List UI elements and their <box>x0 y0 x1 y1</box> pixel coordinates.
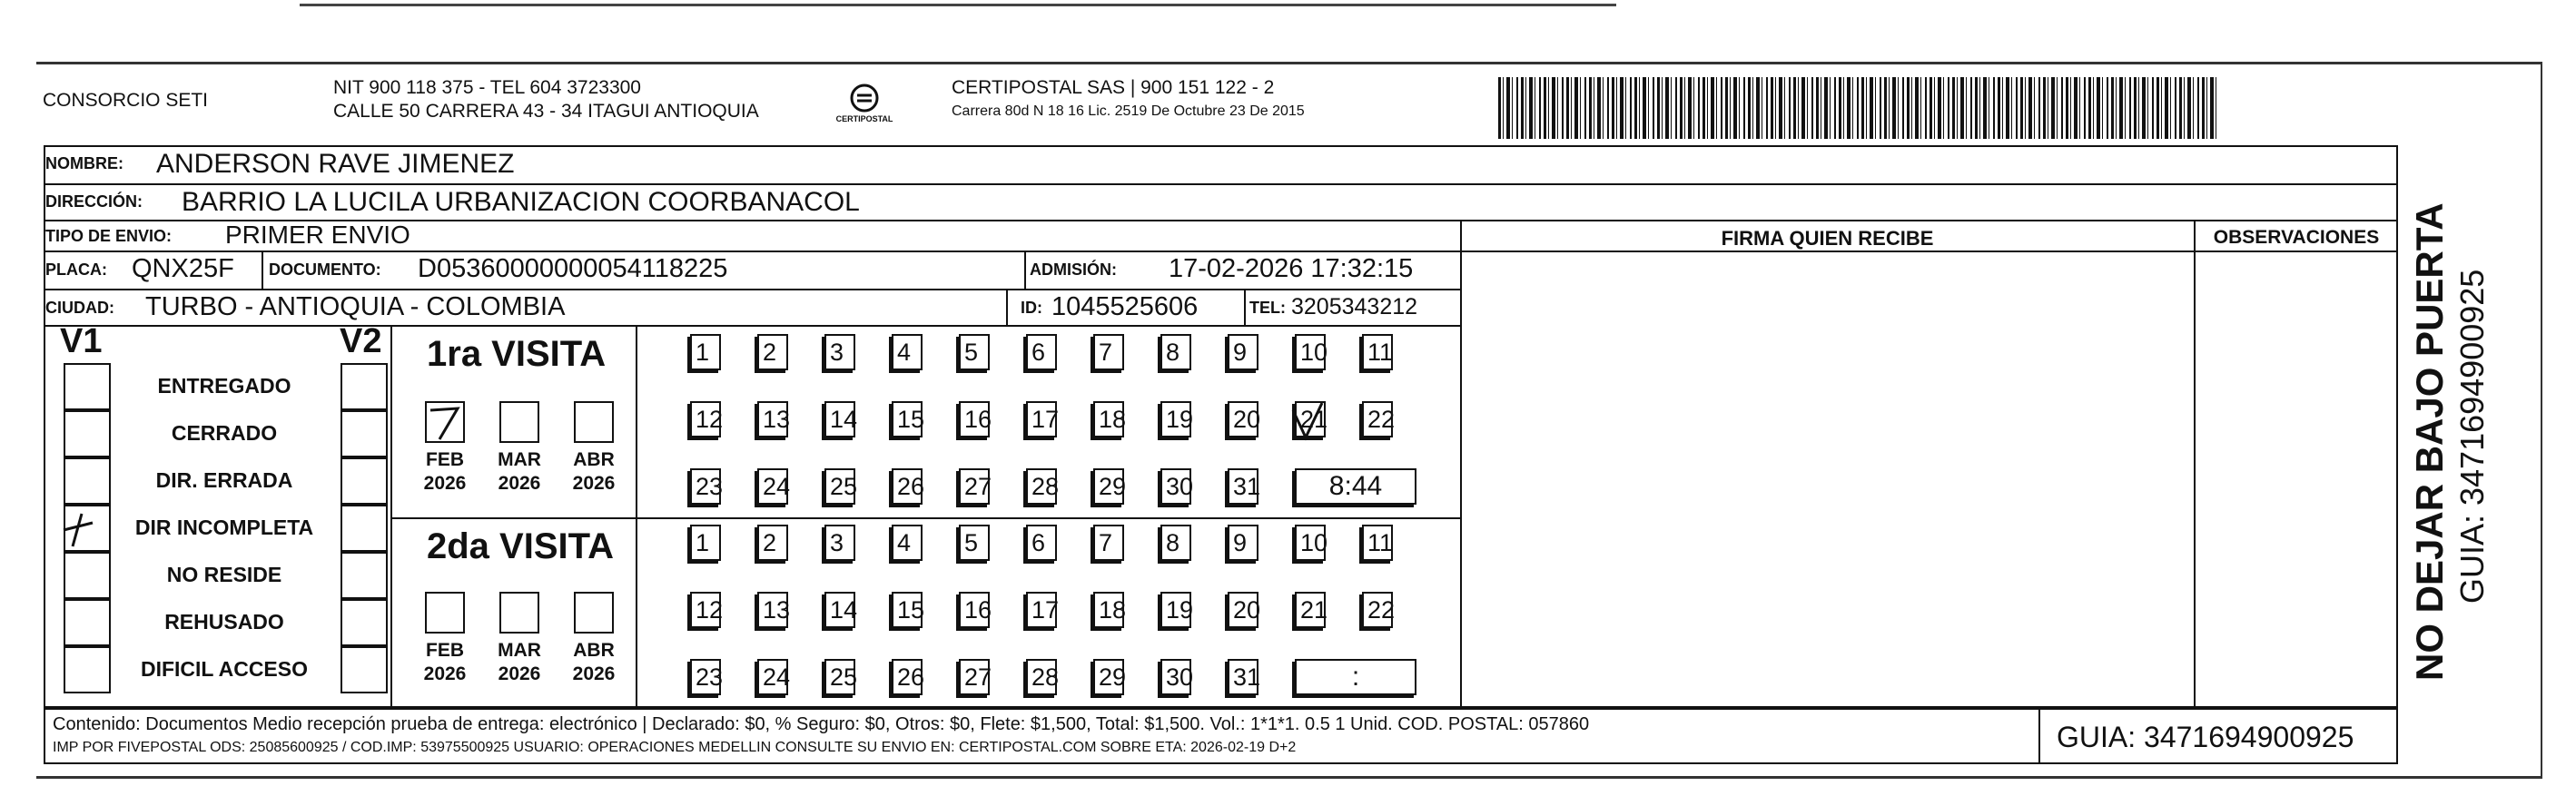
firma-header: FIRMA QUIEN RECIBE <box>1721 227 1934 250</box>
divider <box>1244 289 1246 325</box>
day-box[interactable]: 5 <box>959 334 990 370</box>
divider-guia <box>2038 708 2040 764</box>
day-box[interactable]: 3 <box>824 525 855 561</box>
day-box[interactable]: 3 <box>824 334 855 370</box>
v1-checkbox[interactable] <box>64 552 111 599</box>
day-box[interactable]: 4 <box>892 334 923 370</box>
direccion-value: BARRIO LA LUCILA URBANIZACION COORBANACOL <box>182 187 860 217</box>
day-box[interactable]: 16 <box>959 592 990 628</box>
placa-label: PLACA: <box>45 260 107 279</box>
company-name: CONSORCIO SETI <box>43 90 209 111</box>
day-box[interactable]: 24 <box>757 659 788 695</box>
month-checkbox[interactable] <box>499 401 539 443</box>
placa-value: QNX25F <box>132 254 234 283</box>
certipostal-logo <box>833 80 896 134</box>
v2-checkbox[interactable] <box>341 410 388 457</box>
v1-checkbox[interactable] <box>64 599 111 646</box>
divider <box>1024 251 1026 289</box>
day-box[interactable]: 9 <box>1228 525 1258 561</box>
id-value: 1045525606 <box>1051 292 1199 321</box>
day-box[interactable]: 1 <box>690 525 721 561</box>
barcode <box>1498 77 2220 139</box>
day-box[interactable]: 20 <box>1228 401 1258 437</box>
divider-firma <box>1460 220 1462 708</box>
time-box[interactable]: 8:44 <box>1295 468 1416 505</box>
v2-checkbox[interactable] <box>341 363 388 410</box>
v2-checkbox[interactable] <box>341 552 388 599</box>
v2-checkbox[interactable] <box>341 599 388 646</box>
documento-label: DOCUMENTO: <box>269 260 381 279</box>
nombre-label: NOMBRE: <box>45 154 123 172</box>
documento-value: D05360000000054118225 <box>418 254 728 283</box>
year-label: 2026 <box>423 473 467 494</box>
day-box[interactable]: 18 <box>1093 401 1124 437</box>
v2-checkbox[interactable] <box>341 457 388 505</box>
day-box[interactable]: 29 <box>1093 659 1124 695</box>
logo-text: CERTIPOSTAL <box>835 114 893 123</box>
side-warning-text: NO DEJAR BAJO PUERTA <box>2408 202 2451 681</box>
divider-visit1 <box>636 325 637 517</box>
year-label: 2026 <box>423 663 467 684</box>
day-box[interactable]: 8 <box>1160 525 1191 561</box>
day-box[interactable]: 23 <box>690 468 721 505</box>
day-box[interactable]: 1 <box>690 334 721 370</box>
day-box[interactable]: 20 <box>1228 592 1258 628</box>
observaciones-header: OBSERVACIONES <box>2213 227 2380 248</box>
day-box[interactable]: 28 <box>1026 659 1057 695</box>
day-box[interactable]: 7 <box>1093 525 1124 561</box>
tipo-row <box>45 221 1462 251</box>
tel-label: TEL: <box>1249 299 1286 317</box>
nit-line: NIT 900 118 375 - TEL 604 3723300 <box>333 77 641 98</box>
scan-edge-line <box>2541 62 2542 779</box>
side-guia-text: GUIA: 3471694900925 <box>2453 269 2491 604</box>
divider-reasons <box>390 325 392 706</box>
placa-row <box>45 252 1458 289</box>
day-box[interactable]: 30 <box>1160 468 1191 505</box>
day-box[interactable]: 18 <box>1093 592 1124 628</box>
reason-label: REHUSADO <box>164 610 284 634</box>
footer-contenido: Contenido: Documentos Medio recepción prueba de entrega: electrónico | Declarado: $0, % Seguro: $0, Otros: $0, Flete: $1,500, Total: $1,500. Vol.: 1*1*1. 0.5 1 Unid. COD. POSTAL: 057860 <box>53 714 1590 734</box>
direccion-row <box>45 185 2397 220</box>
nombre-value: ANDERSON RAVE JIMENEZ <box>156 149 515 179</box>
day-box[interactable]: 25 <box>824 468 855 505</box>
v1-checkbox[interactable] <box>64 410 111 457</box>
divider <box>44 325 1462 327</box>
day-box[interactable]: 31 <box>1228 659 1258 695</box>
divider <box>390 517 1462 519</box>
reason-label: DIR. ERRADA <box>155 468 293 492</box>
scan-edge-line <box>36 776 2542 779</box>
ciudad-value: TURBO - ANTIOQUIA - COLOMBIA <box>145 292 566 321</box>
v1-checkbox[interactable] <box>64 505 111 552</box>
divider <box>1006 289 1008 325</box>
day-box[interactable]: 21 <box>1295 592 1326 628</box>
ciudad-row <box>45 290 1458 325</box>
reason-label: ENTREGADO <box>157 374 291 398</box>
day-box[interactable]: 17 <box>1026 592 1057 628</box>
reason-label: DIFICIL ACCESO <box>140 657 308 681</box>
direccion-label: DIRECCIÓN: <box>45 192 143 211</box>
day-box[interactable]: 14 <box>824 401 855 437</box>
day-box[interactable]: 2 <box>757 334 788 370</box>
day-box[interactable]: 11 <box>1362 334 1393 370</box>
scan-edge-line <box>36 62 2542 64</box>
day-box[interactable]: 6 <box>1026 334 1057 370</box>
admision-label: ADMISIÓN: <box>1030 260 1117 279</box>
month-label: MAR <box>498 449 541 470</box>
v2-checkbox[interactable] <box>341 505 388 552</box>
v2-checkbox[interactable] <box>341 646 388 693</box>
day-box[interactable]: 12 <box>690 592 721 628</box>
day-box[interactable]: 13 <box>757 401 788 437</box>
day-box[interactable]: 2 <box>757 525 788 561</box>
footer-imp: IMP POR FIVEPOSTAL ODS: 25085600925 / COD.IMP: 53975500925 USUARIO: OPERACIONES MEDELLIN CONSULTE SU ENVIO EN: CERTIPOSTAL.COM SOBRE ETA: 2026-02-19 D+2 <box>53 740 1297 755</box>
day-box[interactable]: 19 <box>1160 401 1191 437</box>
day-box[interactable]: 31 <box>1228 468 1258 505</box>
day-box[interactable]: 27 <box>959 468 990 505</box>
reason-label: DIR INCOMPLETA <box>134 516 314 539</box>
day-box[interactable]: 16 <box>959 401 990 437</box>
day-box[interactable]: 30 <box>1160 659 1191 695</box>
day-box[interactable]: 25 <box>824 659 855 695</box>
month-checkbox[interactable] <box>574 401 614 443</box>
reason-label: NO RESIDE <box>166 563 282 586</box>
visit2-title: 2da VISITA <box>427 526 614 566</box>
certipostal-line1: CERTIPOSTAL SAS | 900 151 122 - 2 <box>952 77 1275 98</box>
v2-label: V2 <box>340 322 382 360</box>
tipo-label: TIPO DE ENVIO: <box>45 227 173 245</box>
id-label: ID: <box>1021 299 1042 317</box>
day-box[interactable]: 27 <box>959 659 990 695</box>
month-label: ABR <box>573 640 615 661</box>
day-box[interactable]: 23 <box>690 659 721 695</box>
v1-checkbox[interactable] <box>64 457 111 505</box>
address-line: CALLE 50 CARRERA 43 - 34 ITAGUI ANTIOQUIA <box>333 101 759 122</box>
year-label: 2026 <box>572 663 616 684</box>
day-box[interactable]: 5 <box>959 525 990 561</box>
day-box[interactable]: 15 <box>892 592 923 628</box>
day-box[interactable]: 11 <box>1362 525 1393 561</box>
day-box[interactable]: 19 <box>1160 592 1191 628</box>
footer-guia: GUIA: 3471694900925 <box>2057 721 2354 753</box>
day-box[interactable]: 15 <box>892 401 923 437</box>
month-label: FEB <box>426 640 464 661</box>
year-label: 2026 <box>572 473 616 494</box>
day-box[interactable]: 14 <box>824 592 855 628</box>
year-label: 2026 <box>498 473 541 494</box>
year-label: 2026 <box>498 663 541 684</box>
day-box[interactable]: 10 <box>1295 525 1326 561</box>
divider-observaciones <box>2194 220 2196 708</box>
v1-checkbox[interactable] <box>64 646 111 693</box>
day-box[interactable]: 29 <box>1093 468 1124 505</box>
month-checkbox[interactable] <box>425 401 465 443</box>
time-box[interactable]: : <box>1295 659 1416 695</box>
scan-edge-line <box>300 4 1616 6</box>
day-box[interactable]: 7 <box>1093 334 1124 370</box>
day-box[interactable]: 22 <box>1362 592 1393 628</box>
day-box[interactable]: 22 <box>1362 401 1393 437</box>
day-box[interactable]: 26 <box>892 468 923 505</box>
day-box[interactable]: 28 <box>1026 468 1057 505</box>
day-box[interactable]: 21 <box>1295 401 1326 437</box>
month-label: FEB <box>426 449 464 470</box>
admision-value: 17-02-2026 17:32:15 <box>1169 254 1414 283</box>
day-box[interactable]: 24 <box>757 468 788 505</box>
tipo-value: PRIMER ENVIO <box>225 221 410 249</box>
reason-label: CERRADO <box>171 421 278 445</box>
tel-value: 3205343212 <box>1291 294 1418 319</box>
day-box[interactable]: 26 <box>892 659 923 695</box>
certipostal-line2: Carrera 80d N 18 16 Lic. 2519 De Octubre 23 De 2015 <box>952 103 1305 119</box>
divider-visit2 <box>636 517 637 706</box>
nombre-row <box>45 147 2397 183</box>
month-label: ABR <box>573 449 615 470</box>
month-checkbox[interactable] <box>574 592 614 634</box>
divider <box>262 251 263 289</box>
month-label: MAR <box>498 640 541 661</box>
day-box[interactable]: 10 <box>1295 334 1326 370</box>
ciudad-label: CIUDAD: <box>45 299 114 317</box>
day-box[interactable]: 17 <box>1026 401 1057 437</box>
day-box[interactable]: 4 <box>892 525 923 561</box>
day-box[interactable]: 13 <box>757 592 788 628</box>
day-box[interactable]: 8 <box>1160 334 1191 370</box>
visit1-title: 1ra VISITA <box>427 334 607 374</box>
day-box[interactable]: 9 <box>1228 334 1258 370</box>
v1-checkbox[interactable] <box>64 363 111 410</box>
day-box[interactable]: 6 <box>1026 525 1057 561</box>
month-checkbox[interactable] <box>425 592 465 634</box>
v1-label: V1 <box>60 322 103 360</box>
month-checkbox[interactable] <box>499 592 539 634</box>
day-box[interactable]: 12 <box>690 401 721 437</box>
